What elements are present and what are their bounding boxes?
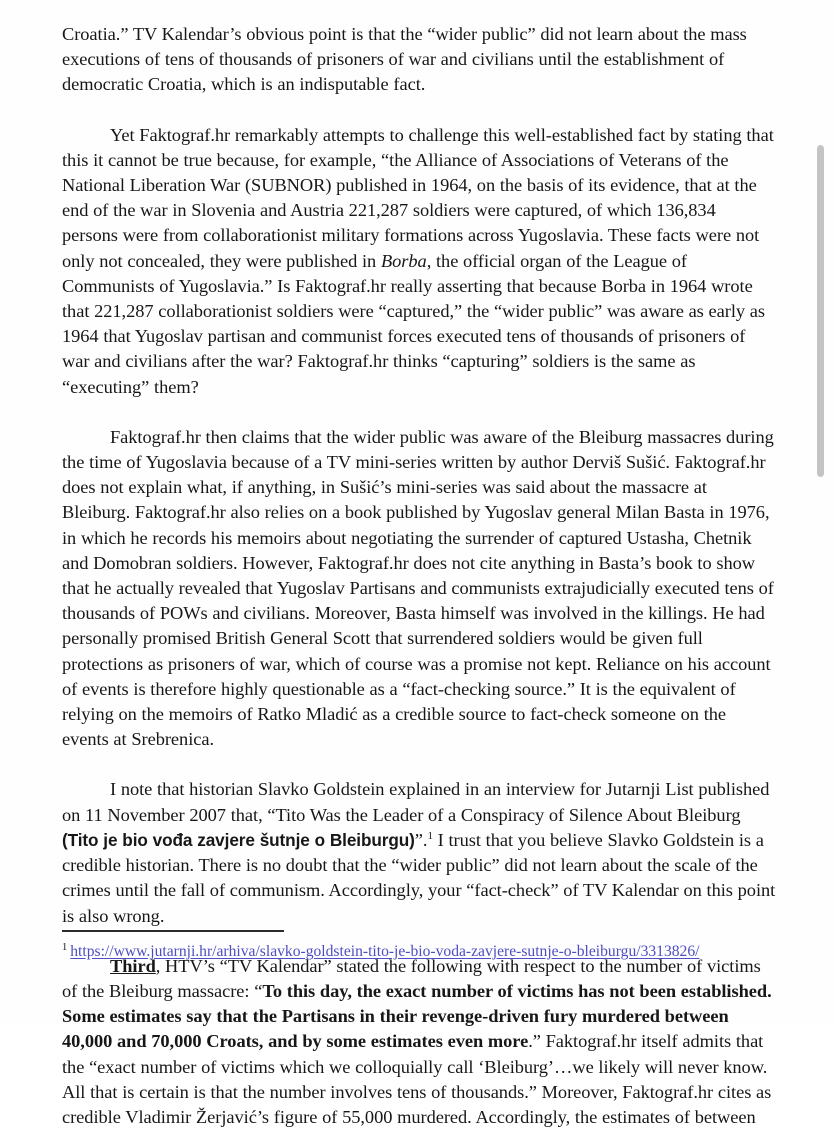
- body-text-run: Faktograf.hr then claims that the wider public was aware of the Bleiburg massacres during the time of Yugoslavia because of a TV mini-series written by author Derviš Sušić. Faktograf.hr does not explain what, if anything, in Sušić’s mini-series was said about the massacre at Bleiburg. Faktograf.hr also relies on a book published by Yugoslav general Milan Basta in 1976, in which he records his memoirs about negotiating the surrender of captured Ustasha, Chetnik and Domobran soldiers. However, Faktograf.hr does not cite anything in Basta’s book to show that he actually revealed that Yugoslav Partisans and communists extrajudicially executed tens of thousands of POWs and civilians. Moreover, Basta himself was involved in the killings. He had personally promised British General Scott that surrendered soldiers would be given full protections as prisoners of war, which of course was a promise not kept. Reliance on his account of events is therefore highly questionable as a “fact-checking source.” It is the equivalent of relying on the memoirs of Ratko Mladić as a credible source to fact-check someone on the events at Srebrenica.: [62, 426, 774, 750]
- document-body: [62, 22, 776, 1130]
- para-goldstein: [62, 777, 776, 928]
- para-third: [62, 954, 776, 1130]
- footnote-separator-rule: [62, 930, 284, 932]
- body-text-run: I trust that you believe Slavko Goldstein is a credible historian. There is no doubt that the “wider public” did not learn about the scale of the crimes until the fall of communism. Accordingly, your “fact-check” of TV Kalendar on this point is also wrong.: [62, 829, 776, 926]
- para-susic-basta: [62, 425, 776, 753]
- body-text-run: , the official organ of the League of Communists of Yugoslavia.” Is Faktograf.hr really asserting that because Borba in 1964 wrote that 221,287 collaborationist soldiers were “captured,” the “wider public” was aware as early as 1964 that Yugoslav partisan and communist forces executed tens of thousands of prisoners of war and civilians after the war? Faktograf.hr thinks “capturing” soldiers is the same as “executing” them?: [62, 250, 766, 397]
- footnote-section: [62, 930, 776, 962]
- body-text-run: .” Faktograf.hr itself admits that the “exact number of victims which we colloquially call ‘Bleiburg’…we likely will never know. All that is certain is that the number involves tens of thousands.” Moreover, Faktograf.hr cites as credible Vladimir Žerjavić’s figure of 55,000 murdered. Accordingly, the estimates of between: [62, 1031, 772, 1127]
- para-croatia-opening: [62, 22, 776, 98]
- footnote-marker: 1: [62, 941, 68, 953]
- footnote-url-link[interactable]: https://www.jutarnji.hr/arhiva/slavko-goldstein-tito-je-bio-voda-zavjere-sutnje-o-bleiburgu/3313826/: [70, 943, 700, 960]
- body-text-run: I note that historian Slavko Goldstein explained in an interview for Jutarnji List published on 11 November 2007 that, “Tito Was the Leader of a Conspiracy of Silence About Bleiburg: [62, 779, 770, 825]
- body-text-run: Yet Faktograf.hr remarkably attempts to challenge this well-established fact by stating that this it cannot be true because, for example, “the Alliance of Associations of Veterans of the National Liberation War (SUBNOR) published in 1964, on the basis of its evidence, that at the end of the war in Slovenia and Austria 221,287 soldiers were captured, of which 136,834 persons were from collaborationist military formations across Yugoslavia. These facts were not only not concealed, they were published in: [62, 124, 774, 271]
- croatian-bold-phrase: (Tito je bio vođa zavjere šutnje o Bleiburgu): [62, 829, 415, 850]
- bold-underlined-lead-word: Third: [110, 955, 156, 976]
- bold-quoted-text: To this day, the exact number of victims has not been established. Some estimates say that the Partisans in their revenge-driven fury murdered between 40,000 and 70,000 Croats, and by some estimates even more: [62, 980, 772, 1052]
- body-text-run: Croatia.” TV Kalendar’s obvious point is that the “wider public” did not learn about the mass executions of tens of thousands of prisoners of war and civilians until the establishment of democratic Croatia, which is an indisputable fact.: [62, 24, 747, 95]
- vertical-scrollbar-thumb[interactable]: [817, 145, 824, 477]
- footnote-reference-marker: 1: [427, 829, 433, 842]
- body-text-run: ”.: [414, 829, 428, 850]
- footnote-entry: [62, 941, 776, 962]
- para-faktograf-subnor: [62, 123, 776, 400]
- body-text-run: , HTV’s “TV Kalendar” stated the following with respect to the number of victims of the Bleiburg massacre: “: [62, 955, 761, 1001]
- italic-title-text: Borba: [380, 250, 427, 271]
